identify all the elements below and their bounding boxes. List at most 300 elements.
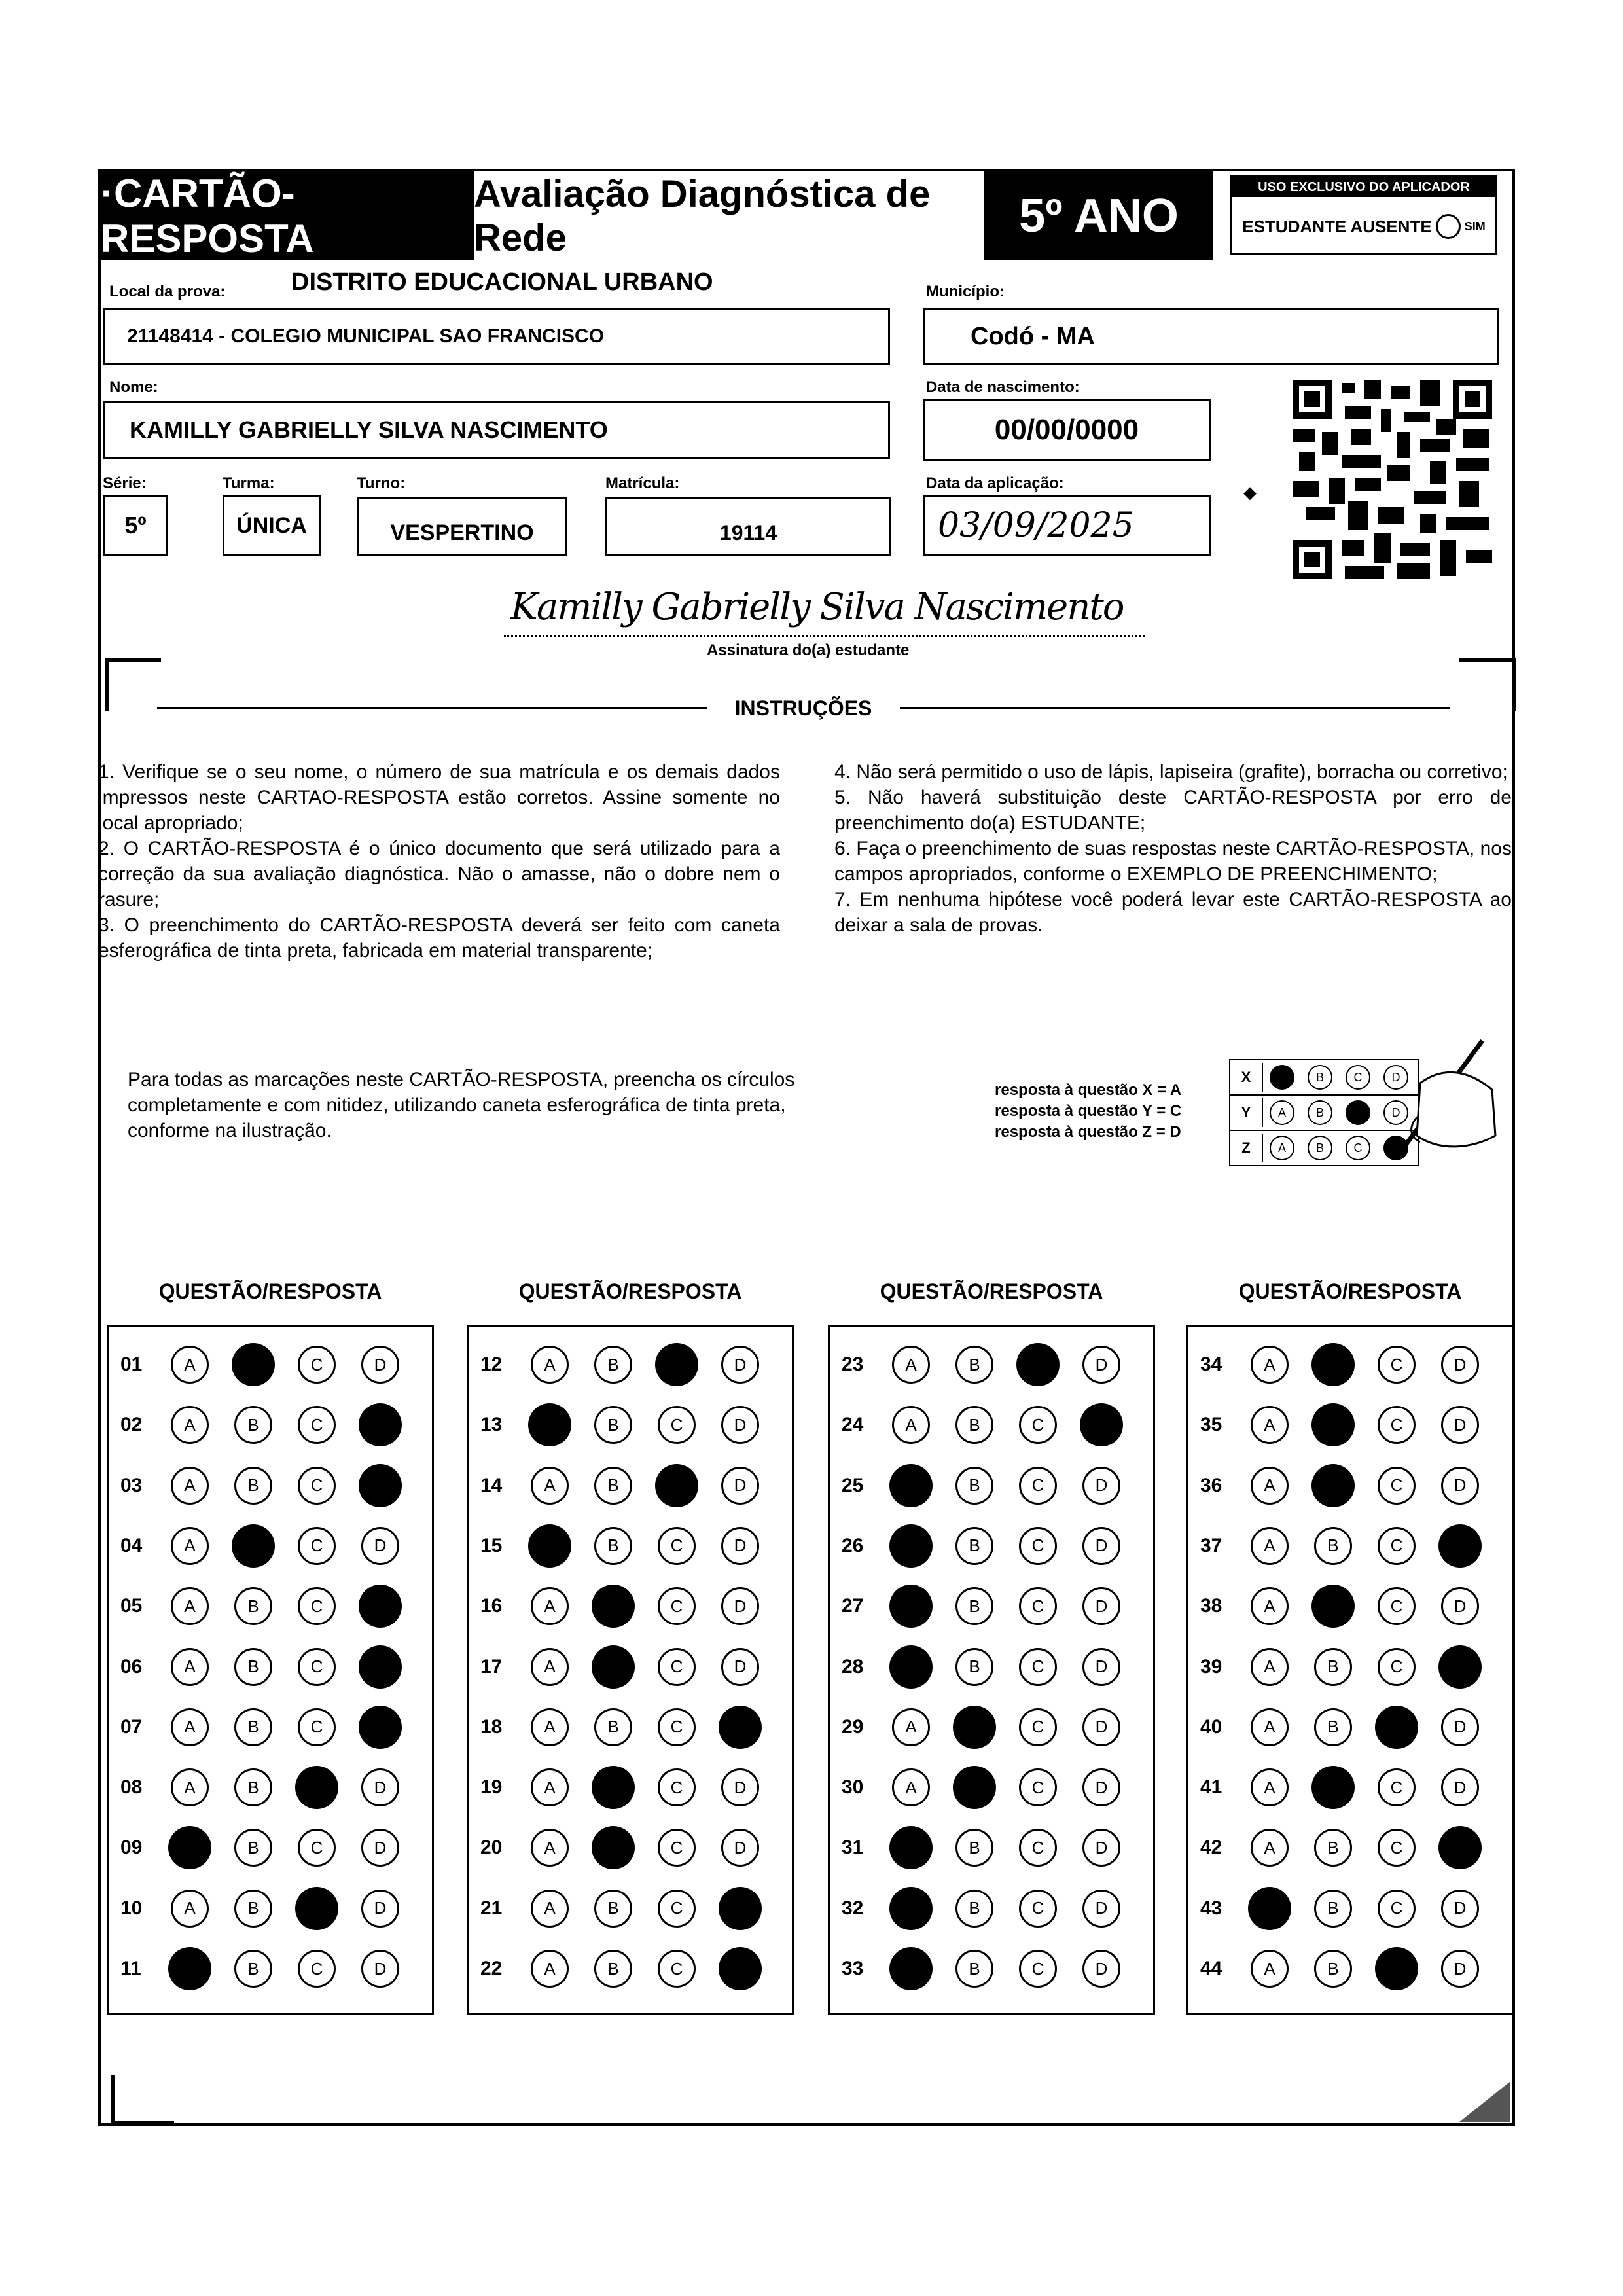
question-row (109, 1949, 425, 1988)
question-row (469, 1587, 785, 1626)
answer-bubble-c[interactable] (295, 1887, 338, 1930)
question-row (1188, 1526, 1505, 1566)
answer-bubble-d[interactable]: D (721, 1527, 759, 1565)
applicator-label: USO EXCLUSIVO DO APLICADOR (1232, 177, 1495, 197)
answer-bubble-a[interactable]: A (171, 1587, 209, 1625)
question-row (830, 1708, 1146, 1747)
answer-bubble-d[interactable] (719, 1947, 762, 1990)
answer-bubble-d[interactable] (359, 1403, 402, 1446)
signature: Kamilly Gabrielly Silva Nascimento (510, 586, 1124, 628)
question-number: 17 (480, 1655, 503, 1677)
answer-bubble-d[interactable] (1080, 1403, 1123, 1446)
answer-bubble-a[interactable] (168, 1947, 211, 1990)
answer-bubble-d[interactable]: D (1082, 1890, 1120, 1928)
answer-bubble-a[interactable] (889, 1464, 933, 1507)
answer-bubble-d[interactable]: D (721, 1346, 759, 1384)
answer-bubble-c[interactable]: C (298, 1346, 336, 1384)
aplic-label: Data da aplicação: (926, 475, 1064, 492)
answer-bubble-a[interactable]: A (1251, 1708, 1289, 1746)
instruction-4: 4. Não será permitido o uso de lápis, lapiseira (grafite), borracha ou corretivo; (834, 761, 1508, 783)
answer-bubble-a[interactable]: A (171, 1346, 209, 1384)
fill-note: Para todas as marcações neste CARTÃO-RESPOSTA, preencha os círculos completamente e com nitidez, utilizando caneta esferográfica de tinta preta, conforme na ilustração. (128, 1069, 795, 1141)
question-number: 34 (1200, 1354, 1222, 1375)
answer-bubble-a[interactable]: A (892, 1708, 930, 1746)
question-number: 04 (120, 1534, 143, 1556)
answer-bubble-d[interactable]: D (361, 1890, 399, 1928)
answer-bubble-a[interactable]: A (892, 1768, 930, 1806)
example-bubble (1346, 1100, 1370, 1125)
question-number: 28 (842, 1655, 864, 1677)
answer-bubble-b[interactable]: B (1314, 1829, 1352, 1867)
question-row (109, 1587, 425, 1626)
answer-bubble-b[interactable]: B (234, 1648, 272, 1686)
answer-bubble-d[interactable]: D (1441, 1768, 1479, 1806)
answer-bubble-b[interactable]: B (594, 1708, 632, 1746)
question-row (830, 1949, 1146, 1988)
question-number: 25 (842, 1474, 864, 1496)
answer-bubble-d[interactable]: D (1082, 1708, 1120, 1746)
answer-bubble-c[interactable]: C (1378, 1648, 1416, 1686)
question-row (109, 1828, 425, 1867)
answer-bubble-d[interactable]: D (1441, 1950, 1479, 1988)
example-bubble: B (1308, 1100, 1332, 1125)
answer-bubble-c[interactable]: C (1378, 1587, 1416, 1625)
answer-bubble-a[interactable]: A (531, 1950, 569, 1988)
answer-bubble-a[interactable]: A (1251, 1768, 1289, 1806)
question-number: 03 (120, 1474, 143, 1496)
question-number: 13 (480, 1414, 503, 1436)
question-row (1188, 1466, 1505, 1505)
answer-bubble-b[interactable] (953, 1766, 996, 1809)
question-number: 36 (1200, 1474, 1222, 1496)
example-bubble: D (1383, 1100, 1408, 1125)
answer-bubble-a[interactable] (889, 1887, 933, 1930)
answer-bubble-d[interactable]: D (361, 1829, 399, 1867)
answer-bubble-b[interactable] (592, 1645, 635, 1689)
question-row (1188, 1949, 1505, 1988)
answer-bubble-d[interactable]: D (361, 1346, 399, 1384)
answer-bubble-d[interactable] (719, 1887, 762, 1930)
question-number: 18 (480, 1715, 503, 1738)
answer-bubble-b[interactable] (232, 1524, 275, 1568)
answer-bubble-d[interactable]: D (361, 1527, 399, 1565)
answer-bubble-b[interactable]: B (1314, 1950, 1352, 1988)
answer-bubble-b[interactable]: B (594, 1950, 632, 1988)
answer-bubble-c[interactable]: C (658, 1527, 696, 1565)
answer-bubble-c[interactable]: C (1378, 1890, 1416, 1928)
answer-bubble-c[interactable]: C (658, 1950, 696, 1988)
answer-bubble-d[interactable]: D (361, 1950, 399, 1988)
question-number: 44 (1200, 1958, 1222, 1979)
question-row (830, 1768, 1146, 1807)
answer-bubble-c[interactable]: C (658, 1648, 696, 1686)
corner-bottom-left (111, 2075, 174, 2125)
answer-bubble-b[interactable]: B (955, 1527, 993, 1565)
question-number: 41 (1200, 1776, 1222, 1799)
answer-bubble-c[interactable]: C (1378, 1768, 1416, 1806)
answer-bubble-b[interactable]: B (594, 1527, 632, 1565)
answer-bubble-b[interactable]: B (955, 1346, 993, 1384)
answer-bubble-c[interactable]: C (298, 1467, 336, 1505)
answer-bubble-d[interactable]: D (1082, 1527, 1120, 1565)
answer-bubble-b[interactable]: B (1314, 1648, 1352, 1686)
answer-bubble-c[interactable]: C (1378, 1829, 1416, 1867)
answer-bubble-b[interactable] (592, 1766, 635, 1809)
answer-bubble-d[interactable]: D (1082, 1587, 1120, 1625)
question-row (109, 1889, 425, 1928)
answer-bubble-c[interactable] (655, 1464, 698, 1507)
answer-panel (107, 1325, 434, 2015)
question-row (109, 1526, 425, 1566)
answer-bubble-a[interactable] (168, 1826, 211, 1869)
school-field: 21148414 - COLEGIO MUNICIPAL SAO FRANCISCO (103, 308, 890, 365)
question-number: 05 (120, 1595, 143, 1617)
answer-bubble-c[interactable]: C (1019, 1768, 1057, 1806)
answer-bubble-c[interactable]: C (1019, 1406, 1057, 1444)
question-row (469, 1345, 785, 1384)
answer-bubble-c[interactable]: C (658, 1829, 696, 1867)
answer-bubble-c[interactable]: C (1019, 1648, 1057, 1686)
question-row (469, 1828, 785, 1867)
answer-bubble-b[interactable] (1311, 1343, 1355, 1386)
serie-field: 5º (103, 495, 168, 556)
question-row (109, 1768, 425, 1807)
answer-bubble-b[interactable]: B (234, 1768, 272, 1806)
question-row (469, 1768, 785, 1807)
instructions-left (98, 759, 780, 963)
answer-bubble-d[interactable]: D (721, 1467, 759, 1505)
answer-bubble-b[interactable] (1311, 1464, 1355, 1507)
answer-bubble-c[interactable]: C (658, 1768, 696, 1806)
question-row (109, 1345, 425, 1384)
answer-bubble-b[interactable]: B (594, 1406, 632, 1444)
answer-bubble-d[interactable]: D (361, 1768, 399, 1806)
answer-bubble-c[interactable]: C (298, 1527, 336, 1565)
answer-bubble-b[interactable] (592, 1585, 635, 1628)
answer-bubble-a[interactable]: A (1251, 1467, 1289, 1505)
question-row (1188, 1768, 1505, 1807)
instr-rule-left (157, 707, 707, 709)
answer-bubble-b[interactable]: B (234, 1406, 272, 1444)
answer-bubble-b[interactable]: B (234, 1829, 272, 1867)
answer-bubble-c[interactable]: C (658, 1587, 696, 1625)
instructions-title: INSTRUÇÕES (734, 696, 872, 720)
answer-bubble-b[interactable]: B (594, 1346, 632, 1384)
answer-bubble-a[interactable] (889, 1645, 933, 1689)
answer-bubble-c[interactable]: C (298, 1708, 336, 1746)
answer-bubble-a[interactable]: A (171, 1467, 209, 1505)
answer-bubble-b[interactable]: B (1314, 1708, 1352, 1746)
question-row (469, 1708, 785, 1747)
answer-bubble-a[interactable]: A (171, 1768, 209, 1806)
question-row (109, 1466, 425, 1505)
question-row (830, 1889, 1146, 1928)
example-bubble: C (1346, 1136, 1370, 1160)
answer-bubble-d[interactable]: D (1082, 1648, 1120, 1686)
answer-bubble-c[interactable]: C (1019, 1829, 1057, 1867)
answer-bubble-c[interactable] (1016, 1343, 1060, 1386)
instruction-2: 2. O CARTÃO-RESPOSTA é o único documento que será utilizado para a correção da sua avaliação diagnóstica. Não o amasse, não o dobre nem o rasure; (98, 838, 780, 910)
answer-bubble-a[interactable]: A (531, 1587, 569, 1625)
answer-bubble-a[interactable]: A (531, 1829, 569, 1867)
answer-bubble-b[interactable]: B (955, 1890, 993, 1928)
stray-mark: ◆ (1243, 482, 1257, 502)
column-header: QUESTÃO/RESPOSTA (880, 1280, 1103, 1303)
question-number: 32 (842, 1897, 864, 1919)
question-number: 20 (480, 1837, 503, 1859)
question-number: 40 (1200, 1715, 1222, 1738)
answer-bubble-d[interactable]: D (1441, 1406, 1479, 1444)
answer-bubble-b[interactable]: B (234, 1950, 272, 1988)
question-number: 42 (1200, 1837, 1222, 1859)
answer-bubble-d[interactable]: D (721, 1768, 759, 1806)
question-row (1188, 1889, 1505, 1928)
municipio-field: Codó - MA (923, 308, 1499, 365)
question-number: 22 (480, 1958, 503, 1979)
local-district: DISTRITO EDUCACIONAL URBANO (291, 268, 713, 296)
answer-bubble-d[interactable]: D (721, 1406, 759, 1444)
question-row (1188, 1828, 1505, 1867)
answer-bubble-c[interactable]: C (1019, 1708, 1057, 1746)
answer-bubble-b[interactable] (953, 1706, 996, 1749)
answer-bubble-a[interactable]: A (531, 1890, 569, 1928)
answer-bubble-a[interactable]: A (531, 1768, 569, 1806)
answer-bubble-b[interactable]: B (234, 1467, 272, 1505)
question-row (109, 1708, 425, 1747)
absent-checkbox[interactable] (1436, 214, 1461, 239)
question-number: 15 (480, 1534, 503, 1556)
corner-top-left (105, 658, 161, 711)
question-number: 16 (480, 1595, 503, 1617)
answer-bubble-c[interactable]: C (658, 1890, 696, 1928)
question-number: 19 (480, 1776, 503, 1799)
answer-bubble-c[interactable]: C (1019, 1467, 1057, 1505)
answer-bubble-b[interactable]: B (234, 1587, 272, 1625)
example-bubble: A (1270, 1100, 1294, 1125)
question-number: 27 (842, 1595, 864, 1617)
answer-bubble-b[interactable] (1311, 1403, 1355, 1446)
answer-panel (828, 1325, 1155, 2015)
answer-bubble-b[interactable] (1311, 1766, 1355, 1809)
answer-bubble-a[interactable]: A (171, 1527, 209, 1565)
answer-bubble-b[interactable] (592, 1826, 635, 1869)
answer-bubble-a[interactable] (1248, 1887, 1291, 1930)
question-number: 39 (1200, 1655, 1222, 1677)
example-row-label: Y (1230, 1098, 1263, 1127)
question-number: 26 (842, 1534, 864, 1556)
answer-bubble-a[interactable]: A (171, 1890, 209, 1928)
question-number: 02 (120, 1414, 143, 1436)
answer-bubble-c[interactable] (655, 1343, 698, 1386)
question-row (1188, 1647, 1505, 1687)
question-row (830, 1526, 1146, 1566)
question-number: 33 (842, 1958, 864, 1979)
answer-bubble-d[interactable]: D (1082, 1829, 1120, 1867)
answer-bubble-d[interactable]: D (1082, 1768, 1120, 1806)
answer-bubble-c[interactable]: C (1019, 1527, 1057, 1565)
answer-bubble-a[interactable]: A (531, 1346, 569, 1384)
question-number: 10 (120, 1897, 143, 1919)
answer-bubble-d[interactable]: D (1441, 1587, 1479, 1625)
answer-bubble-c[interactable] (1375, 1947, 1418, 1990)
answer-bubble-c[interactable]: C (1378, 1467, 1416, 1505)
answer-bubble-a[interactable]: A (892, 1346, 930, 1384)
instructions-right (834, 759, 1512, 938)
answer-bubble-a[interactable]: A (171, 1708, 209, 1746)
answer-bubble-b[interactable]: B (955, 1587, 993, 1625)
answer-bubble-a[interactable]: A (531, 1467, 569, 1505)
answer-bubble-a[interactable] (889, 1585, 933, 1628)
answer-bubble-a[interactable]: A (892, 1406, 930, 1444)
answer-bubble-c[interactable]: C (298, 1406, 336, 1444)
answer-bubble-c[interactable]: C (1378, 1527, 1416, 1565)
answer-bubble-d[interactable]: D (1082, 1467, 1120, 1505)
aplic-field: 03/09/2025 (923, 495, 1211, 556)
answer-bubble-c[interactable]: C (298, 1587, 336, 1625)
turma-label: Turma: (223, 475, 275, 492)
matricula-label: Matrícula: (605, 475, 680, 492)
answer-bubble-a[interactable]: A (1251, 1829, 1289, 1867)
question-row (830, 1647, 1146, 1687)
question-number: 29 (842, 1715, 864, 1738)
answer-bubble-d[interactable] (1438, 1645, 1482, 1689)
answer-bubble-b[interactable]: B (1314, 1890, 1352, 1928)
answer-bubble-b[interactable]: B (594, 1467, 632, 1505)
turma-field: ÚNICA (223, 495, 321, 556)
example-bubble: C (1346, 1065, 1370, 1090)
answer-bubble-c[interactable]: C (1378, 1346, 1416, 1384)
answer-bubble-a[interactable]: A (1251, 1346, 1289, 1384)
answer-bubble-b[interactable]: B (234, 1890, 272, 1928)
answer-bubble-c[interactable]: C (298, 1950, 336, 1988)
question-number: 06 (120, 1655, 143, 1677)
instruction-5: 5. Não haverá substituição deste CARTÃO-RESPOSTA por erro de preenchimento do(a) ESTUDANTE; (834, 787, 1512, 834)
answer-bubble-d[interactable]: D (1441, 1346, 1479, 1384)
card-title: ·CARTÃO-RESPOSTA (101, 171, 474, 260)
instruction-1: 1. Verifique se o seu nome, o número de sua matrícula e os demais dados impressos neste CARTAO-RESPOSTA estão corretos. Assine somente no local apropriado; (98, 761, 780, 834)
question-number: 37 (1200, 1534, 1222, 1556)
answer-bubble-b[interactable] (1311, 1585, 1355, 1628)
applicator-box (1230, 175, 1497, 255)
signature-label: Assinatura do(a) estudante (707, 641, 910, 659)
answer-bubble-c[interactable]: C (1019, 1890, 1057, 1928)
answer-bubble-c[interactable]: C (1378, 1406, 1416, 1444)
question-row (830, 1587, 1146, 1626)
question-row (1188, 1345, 1505, 1384)
answer-bubble-c[interactable]: C (658, 1406, 696, 1444)
question-number: 43 (1200, 1897, 1222, 1919)
nome-field: KAMILLY GABRIELLY SILVA NASCIMENTO (103, 401, 890, 459)
absent-yes: SIM (1464, 219, 1486, 233)
answer-bubble-d[interactable]: D (721, 1829, 759, 1867)
answer-bubble-c[interactable]: C (298, 1648, 336, 1686)
question-row (469, 1949, 785, 1988)
question-row (1188, 1587, 1505, 1626)
answer-bubble-d[interactable] (359, 1464, 402, 1507)
answer-bubble-c[interactable]: C (298, 1829, 336, 1867)
answer-bubble-a[interactable]: A (1251, 1648, 1289, 1686)
answer-bubble-b[interactable] (232, 1343, 275, 1386)
question-row (830, 1345, 1146, 1384)
answer-bubble-c[interactable]: C (658, 1708, 696, 1746)
question-number: 11 (120, 1958, 141, 1979)
answer-bubble-b[interactable]: B (1314, 1527, 1352, 1565)
answer-bubble-a[interactable]: A (1251, 1587, 1289, 1625)
answer-bubble-d[interactable]: D (1082, 1346, 1120, 1384)
answer-bubble-d[interactable] (359, 1645, 402, 1689)
answer-bubble-d[interactable]: D (1082, 1950, 1120, 1988)
answer-bubble-d[interactable]: D (1441, 1467, 1479, 1505)
answer-bubble-d[interactable] (1438, 1826, 1482, 1869)
turno-label: Turno: (357, 475, 406, 492)
local-label: Local da prova: (109, 283, 226, 300)
answer-bubble-a[interactable]: A (1251, 1950, 1289, 1988)
answer-bubble-d[interactable] (359, 1706, 402, 1749)
question-number: 38 (1200, 1595, 1222, 1617)
answer-bubble-d[interactable] (359, 1585, 402, 1628)
answer-bubble-b[interactable]: B (955, 1950, 993, 1988)
answer-bubble-d[interactable]: D (721, 1648, 759, 1686)
question-row (830, 1828, 1146, 1867)
answer-bubble-d[interactable]: D (1441, 1890, 1479, 1928)
answer-bubble-a[interactable]: A (531, 1648, 569, 1686)
answer-panel (1186, 1325, 1514, 2015)
answer-bubble-a[interactable]: A (1251, 1406, 1289, 1444)
question-number: 09 (120, 1837, 143, 1859)
example-bubble (1270, 1065, 1294, 1090)
answer-bubble-a[interactable]: A (531, 1708, 569, 1746)
example-bubble: B (1308, 1136, 1332, 1160)
question-number: 35 (1200, 1414, 1222, 1436)
answer-bubble-a[interactable] (889, 1524, 933, 1568)
column-header: QUESTÃO/RESPOSTA (158, 1280, 382, 1303)
answer-bubble-b[interactable]: B (594, 1890, 632, 1928)
answer-bubble-a[interactable]: A (171, 1406, 209, 1444)
question-number: 24 (842, 1414, 864, 1436)
answer-bubble-c[interactable] (1375, 1706, 1418, 1749)
answer-bubble-a[interactable]: A (171, 1648, 209, 1686)
serie-label: Série: (103, 475, 147, 492)
answer-bubble-d[interactable] (719, 1706, 762, 1749)
answer-bubble-c[interactable] (295, 1766, 338, 1809)
answer-bubble-b[interactable]: B (955, 1467, 993, 1505)
answer-bubble-a[interactable]: A (1251, 1527, 1289, 1565)
column-header: QUESTÃO/RESPOSTA (1238, 1280, 1462, 1303)
answer-bubble-b[interactable]: B (955, 1829, 993, 1867)
answer-bubble-b[interactable]: B (234, 1708, 272, 1746)
answer-bubble-a[interactable] (889, 1947, 933, 1990)
answer-bubble-c[interactable]: C (1019, 1587, 1057, 1625)
answer-bubble-a[interactable] (889, 1826, 933, 1869)
answer-bubble-b[interactable]: B (955, 1648, 993, 1686)
example-bubble: D (1383, 1065, 1408, 1090)
corner-triangle (1459, 2081, 1512, 2124)
answer-panel (467, 1325, 794, 2015)
answer-bubble-d[interactable]: D (1441, 1708, 1479, 1746)
example-row-label: X (1230, 1063, 1263, 1092)
nome-label: Nome: (109, 378, 158, 396)
question-row (469, 1405, 785, 1444)
answer-bubble-b[interactable]: B (955, 1406, 993, 1444)
exam-title: Avaliação Diagnóstica de Rede (474, 171, 984, 260)
answer-bubble-d[interactable] (1438, 1524, 1482, 1568)
question-row (469, 1466, 785, 1505)
answer-bubble-a[interactable] (528, 1524, 571, 1568)
answer-bubble-c[interactable]: C (1019, 1950, 1057, 1988)
answer-bubble-d[interactable]: D (721, 1587, 759, 1625)
answer-bubble-a[interactable] (528, 1403, 571, 1446)
question-row (1188, 1708, 1505, 1747)
